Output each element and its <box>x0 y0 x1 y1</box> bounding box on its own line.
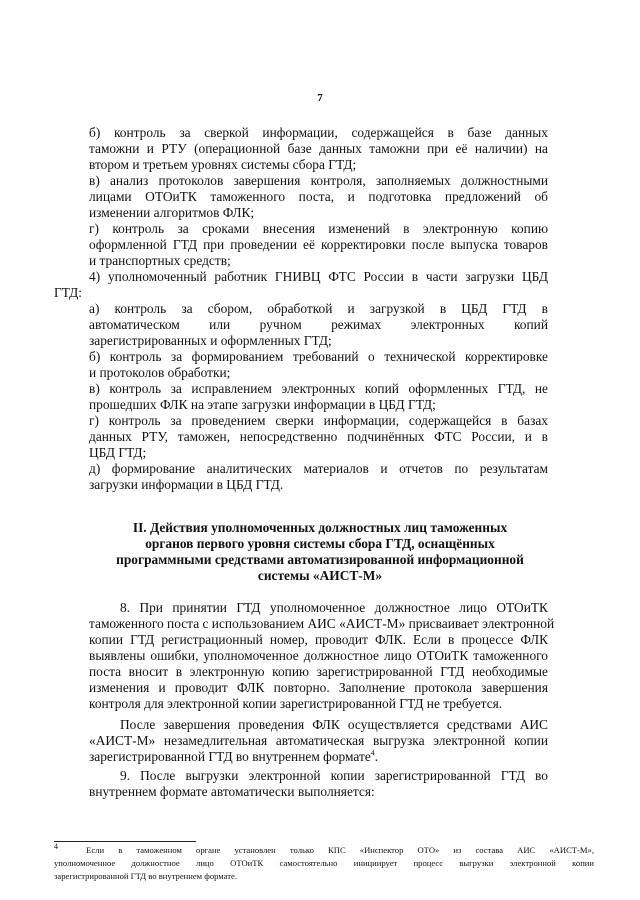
paragraph-line: копии ГТД регистрационный номер, проводит ФЛК. Если в процессе ФЛК <box>89 632 548 647</box>
list-item-a-text: а) контроль за сбором, обработкой и загрузкой в ЦБД ГТД в <box>89 301 548 316</box>
list-item-v-text: лицами ОТОиТК таможенного поста, и подготовка предложений об <box>89 189 548 204</box>
list-item-b-text: втором и третьем уровнях системы сбора ГТД; <box>89 157 357 172</box>
list-item-g-text: оформленной ГТД при проведении её корректировки после выпуска товаров <box>89 237 548 252</box>
footnote-line: уполномоченное должностное лицо ОТОиТК самостоятельно инициирует процесс выгрузки электронной копии <box>54 858 594 868</box>
paragraph-line: поста вносит в электронную копию зарегистрированной ГТД необходимые <box>89 664 548 679</box>
paragraph-line: После завершения проведения ФЛК осуществляется средствами АИС <box>120 717 548 732</box>
list-item-v-text: в) анализ протоколов завершения контроля, заполняемых должностными <box>89 173 548 188</box>
paragraph-line: изменения и проводит ФЛК повторно. Заполнение протокола завершения <box>89 680 548 695</box>
footnote-text: Если в таможенном органе установлен только КПС «Инспектор ОТО» из состава АИС «АИСТ-М», <box>86 845 594 855</box>
paragraph-line: «АИСТ-М» незамедлительная автоматическая выгрузка электронной копии <box>89 733 548 748</box>
paragraph-line: 9. После выгрузки электронной копии зарегистрированной ГТД во <box>120 768 548 783</box>
list-item-g-text: ЦБД ГТД; <box>89 445 147 460</box>
list-item-d-text: загрузки информации в ЦБД ГТД. <box>89 477 284 492</box>
list-item-v-text: в) контроль за исправлением электронных копий оформленных ГТД, не <box>89 381 548 396</box>
section-heading-line: II. Действия уполномоченных должностных лиц таможенных <box>132 520 508 535</box>
footnote-reference[interactable]: 4 <box>370 748 375 758</box>
section-heading-line: системы «АИСТ-М» <box>257 568 383 583</box>
footnote-line: зарегистрированной ГТД во внутреннем формате. <box>54 871 237 881</box>
paragraph-line <box>89 749 378 765</box>
section-heading-line: органов первого уровня системы сбора ГТД, оснащённых <box>145 536 495 551</box>
paragraph-line: выявлены ошибки, уполномоченное должностное лицо ОТОиТК таможенного <box>89 648 548 663</box>
list-item-g-text: данных РТУ, таможен, непосредственно подчинённых ФТС России, и в <box>89 429 548 444</box>
page-number: 7 <box>317 92 323 104</box>
item-4-text: 4) уполномоченный работник ГНИВЦ ФТС России в части загрузки ЦБД <box>89 269 548 284</box>
list-item-b-text: таможни и РТУ (операционной базе данных таможни при её наличии) на <box>89 141 548 156</box>
paragraph-text-end: . <box>374 749 379 764</box>
footnote-marker: 4 <box>54 842 58 852</box>
paragraph-line: внутреннем формате автоматически выполняется: <box>89 784 375 799</box>
list-item-a-text: зарегистрированных и оформленных ГТД; <box>89 333 332 348</box>
list-item-d-text: д) формирование аналитических материалов и отчетов по результатам <box>89 461 548 476</box>
footnote-separator <box>54 841 196 842</box>
list-item-v-text: изменении алгоритмов ФЛК; <box>89 205 255 220</box>
list-item-v-text: прошедших ФЛК на этапе загрузки информации в ЦБД ГТД; <box>89 397 436 412</box>
footnote-line <box>54 844 594 857</box>
list-item-g-text: г) контроль за проведением сверки информации, содержащейся в базах <box>89 413 548 428</box>
list-item-g-text: и транспортных средств; <box>89 253 231 268</box>
paragraph-line: контроля для электронной копии зарегистрированной ГТД не требуется. <box>89 696 503 711</box>
list-item-b-text: б) контроль за формированием требований о технической корректировке <box>89 349 548 364</box>
list-item-a-text: автоматическом или ручном режимах электронных копий <box>89 317 548 332</box>
paragraph-line: 8. При принятии ГТД уполномоченное должностное лицо ОТОиТК <box>120 600 548 615</box>
item-4-text: ГТД: <box>54 285 82 300</box>
paragraph-text: зарегистрированной ГТД во внутреннем формате <box>89 749 371 764</box>
list-item-g-text: г) контроль за сроками внесения изменений в электронную копию <box>89 221 548 236</box>
list-item-b-text: и протоколов обработки; <box>89 365 231 380</box>
paragraph-line: таможенного поста с использованием АИС «АИСТ-М» присваивает электронной <box>89 616 555 631</box>
list-item-b-text: б) контроль за сверкой информации, содержащейся в базе данных <box>89 125 548 140</box>
section-heading-line: программными средствами автоматизированной информационной <box>116 552 524 567</box>
